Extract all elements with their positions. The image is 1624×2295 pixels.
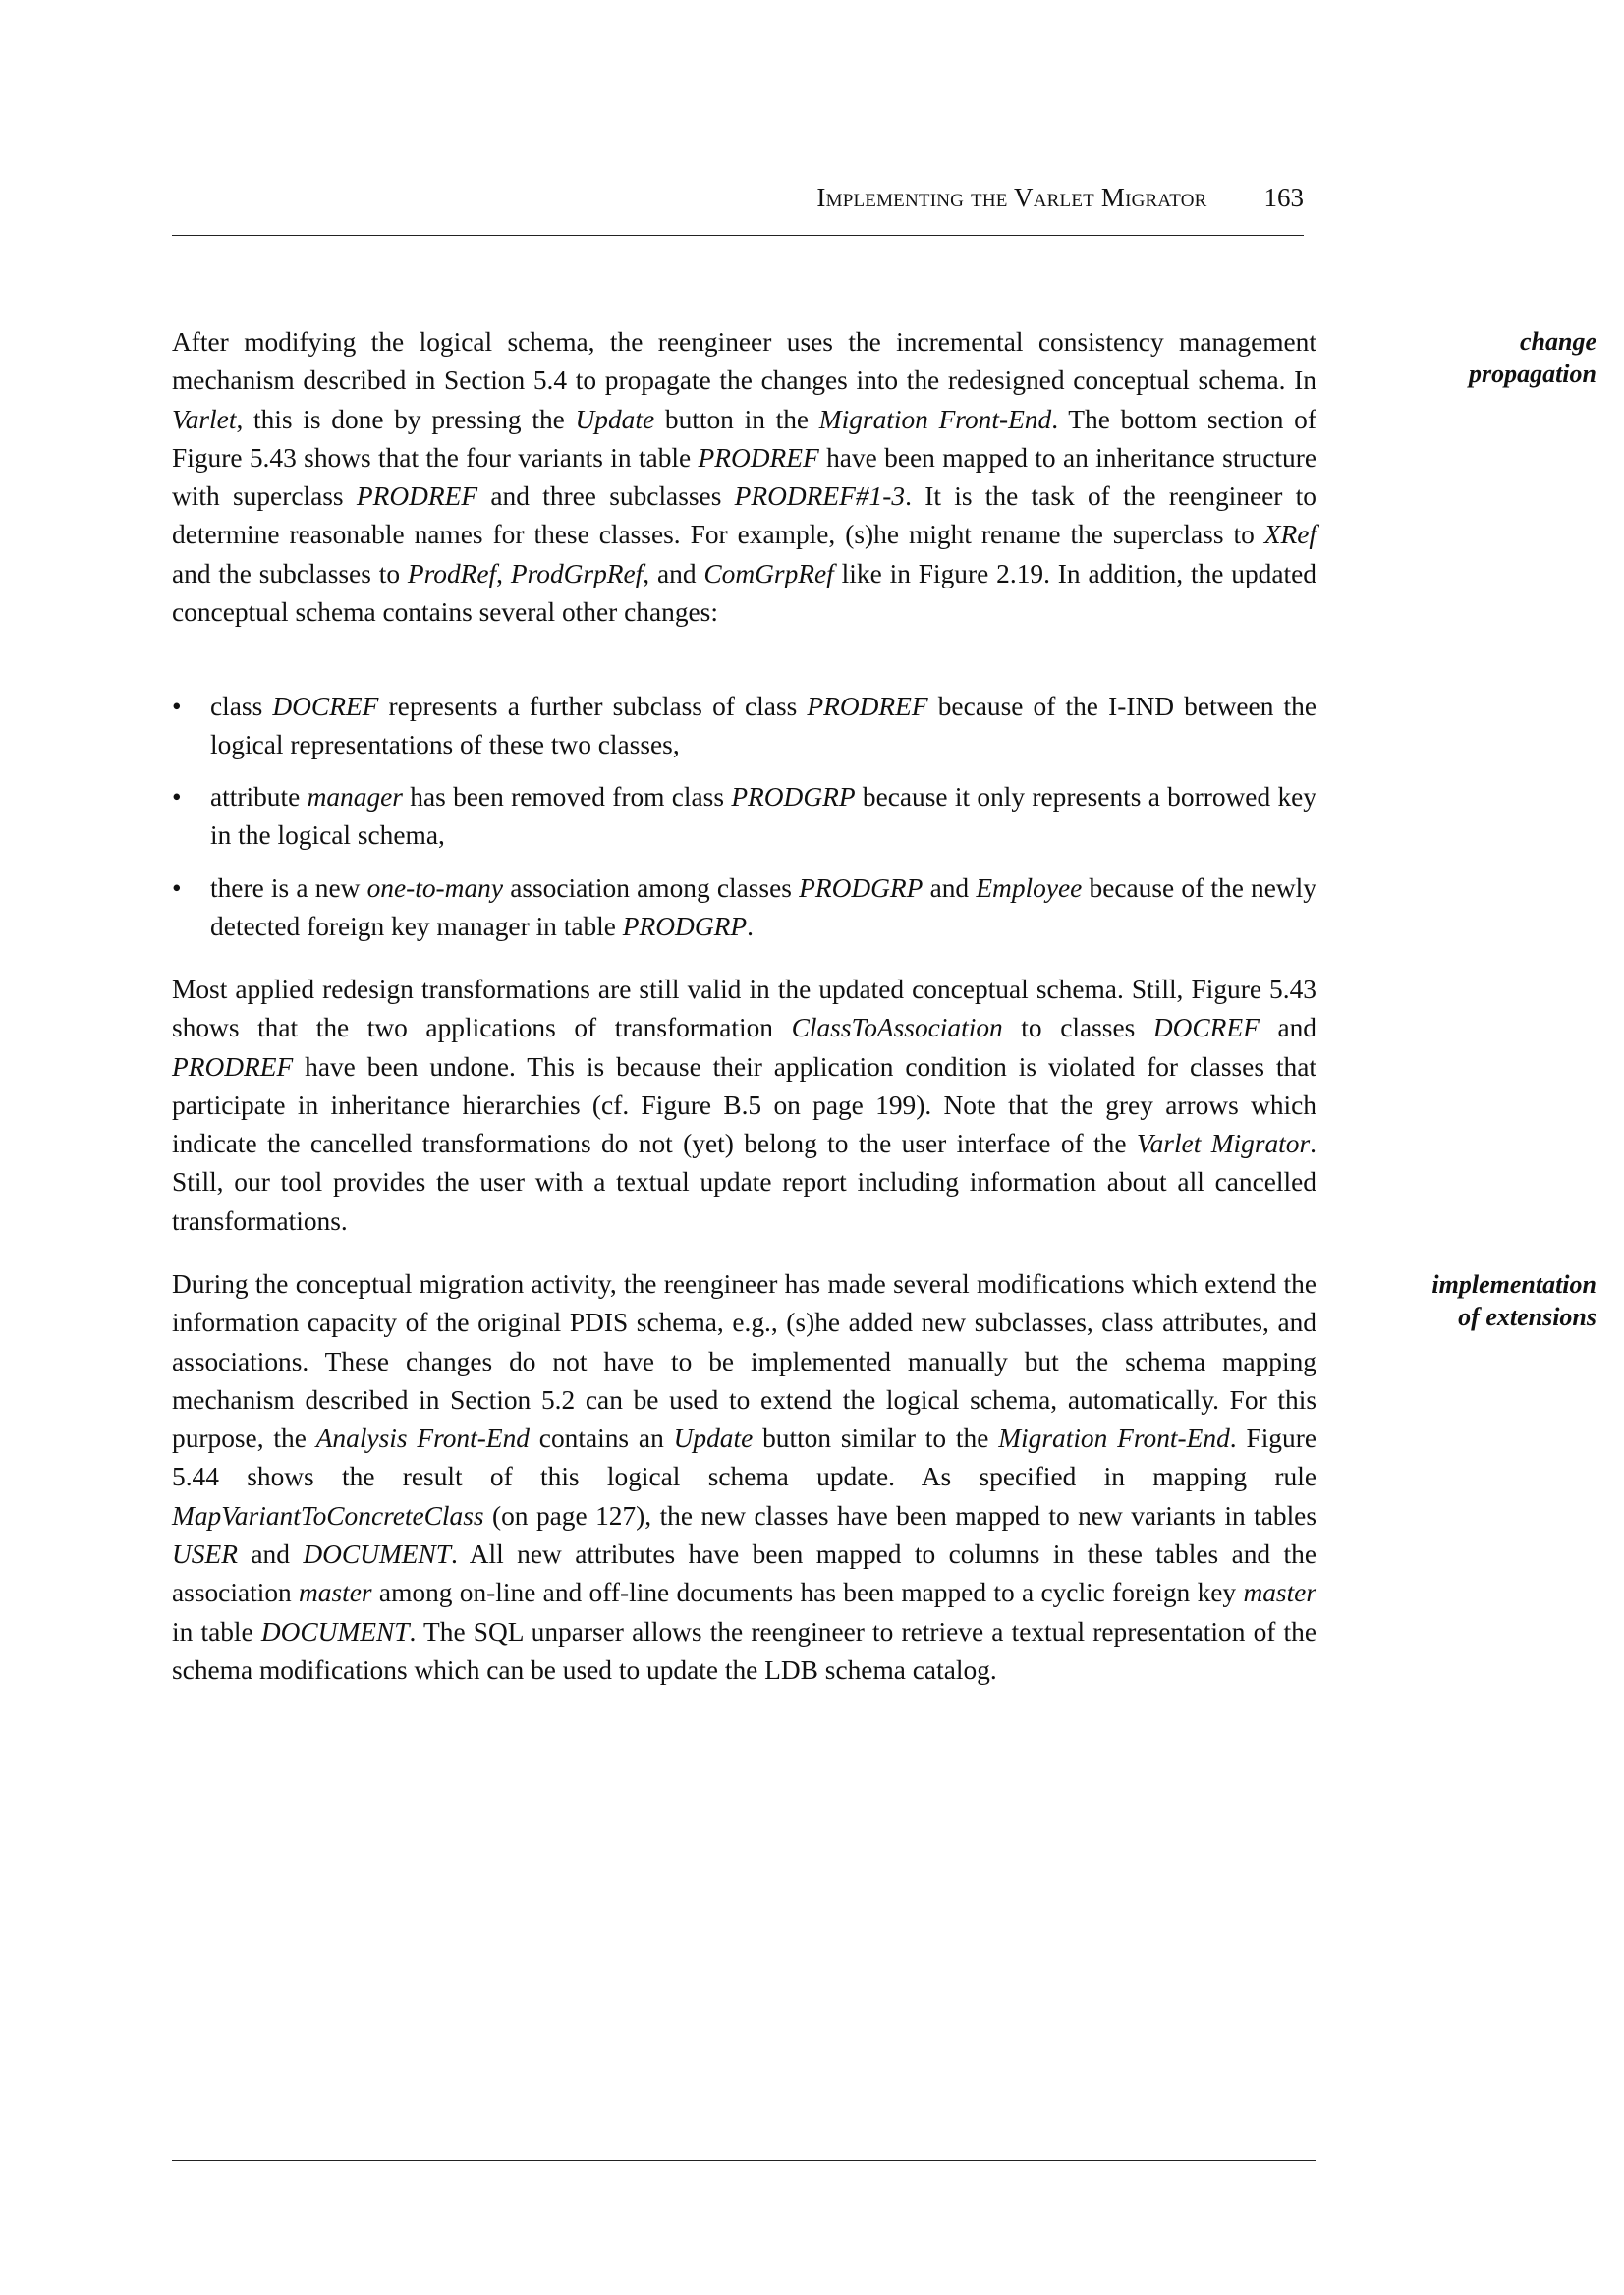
- emphasized-term: DOCREF: [1152, 1013, 1260, 1043]
- emphasized-term: Update: [575, 404, 655, 434]
- bullet-icon: •: [172, 782, 182, 812]
- text-run: . All new attributes have been mapped to columns in these tables and the association: [172, 1539, 1316, 1608]
- footer-rule: [172, 2160, 1316, 2161]
- emphasized-term: Update: [673, 1424, 754, 1454]
- emphasized-term: PRODGRP: [622, 912, 748, 942]
- paragraph-transformations: [172, 971, 1316, 1241]
- page-number: 163: [1263, 183, 1304, 212]
- text-run: . Figure 5.44 shows the result of this logical schema update. As specified in mapping rule: [172, 1424, 1316, 1492]
- text-run: because it only represents a borrowed key in the logical schema,: [210, 782, 1316, 851]
- margin-note-line: propagation: [1468, 360, 1596, 388]
- margin-note-implementation-of-extensions: [1341, 1268, 1596, 1333]
- margin-note-line: of extensions: [1458, 1303, 1596, 1331]
- text-run: represents a further subclass of class: [378, 692, 808, 721]
- emphasized-term: master: [299, 1578, 372, 1608]
- paragraph-change-propagation: [172, 323, 1316, 632]
- running-header-title: Implementing the Varlet Migrator: [816, 183, 1207, 212]
- emphasized-term: manager: [307, 782, 403, 812]
- emphasized-term: Varlet: [172, 404, 237, 434]
- text-run: because of the newly detected foreign key manager in table: [210, 873, 1316, 942]
- text-run: and: [237, 1539, 304, 1570]
- text-run: and: [923, 873, 977, 903]
- text-run: .: [747, 912, 754, 942]
- text-run: . The SQL unparser allows the reengineer to retrieve a textual representation of the schema modifications which can be used to update the LDB schema catalog.: [172, 1616, 1316, 1685]
- text-run: class: [210, 692, 273, 721]
- text-run: (on page 127), the new classes have been mapped to new variants in tables: [483, 1500, 1316, 1531]
- text-run: association among classes: [503, 873, 800, 903]
- paragraph-implementation-of-extensions: [172, 1265, 1316, 1690]
- emphasized-term: ClassToAssociation: [791, 1013, 1003, 1043]
- text-run: like in Figure 2.19. In addition, the updated conceptual schema contains several other changes:: [172, 558, 1316, 628]
- text-run: because of the I-IND between the logical representations of these two classes,: [210, 692, 1316, 760]
- text-run: button similar to the: [753, 1424, 999, 1454]
- emphasized-term: DOCUMENT: [260, 1616, 410, 1647]
- text-run: and three subclasses: [477, 481, 735, 512]
- text-run: among on-line and off-line documents has been mapped to a cyclic foreign key: [371, 1578, 1244, 1608]
- text-run: attribute: [210, 782, 308, 812]
- running-header: [172, 183, 1304, 213]
- emphasized-term: DOCREF: [272, 692, 379, 721]
- emphasized-term: USER: [172, 1539, 238, 1570]
- text-run: During the conceptual migration activity, the reengineer has made several modifications which extend the information capacity of the original PDIS schema, e.g., (s)he added new subclasses, class attributes, and associations. These changes do not have to be implemented manually but the schema mapping mechanism described in Section 5.2 can be used to extend the logical schema, automatically. For this purpose, the: [172, 1269, 1316, 1454]
- text-run: and the subclasses to: [172, 558, 408, 588]
- emphasized-term: PRODGRP: [731, 782, 856, 812]
- bullet-text: [210, 778, 1316, 856]
- margin-note-line: change: [1520, 327, 1596, 356]
- bullet-item: [172, 688, 1316, 765]
- emphasized-term: XRef: [1263, 520, 1316, 550]
- text-run: have been undone. This is because their application condition is violated for classes that participate in inheritance hierarchies (cf. Figure B.5 on page 199). Note that the grey arrows which indicate the cancelled transformations do not (yet) belong to the user interface of the: [172, 1051, 1316, 1159]
- text-run: , and: [643, 558, 704, 588]
- bullet-text: [210, 869, 1316, 947]
- emphasized-term: MapVariantToConcreteClass: [172, 1500, 484, 1531]
- emphasized-term: PRODREF: [807, 692, 928, 721]
- emphasized-term: Varlet Migrator: [1136, 1129, 1311, 1159]
- text-run: contains an: [529, 1424, 674, 1454]
- emphasized-term: Employee: [976, 873, 1083, 903]
- emphasized-term: one-to-many: [366, 873, 504, 903]
- emphasized-term: ComGrpRef: [703, 558, 834, 588]
- bullet-item: [172, 778, 1316, 856]
- bullet-icon: •: [172, 692, 182, 721]
- text-run: , this is done by pressing the: [236, 404, 576, 434]
- text-run: to classes: [1002, 1013, 1153, 1043]
- emphasized-term: DOCUMENT: [303, 1539, 451, 1570]
- text-run: have been mapped to an inheritance structure with superclass: [172, 442, 1316, 512]
- text-run: button in the: [654, 404, 819, 434]
- text-run: . Still, our tool provides the user with a textual update report including information about all cancelled transformations.: [172, 1129, 1316, 1236]
- margin-note-change-propagation: [1341, 325, 1596, 390]
- emphasized-term: master: [1243, 1578, 1316, 1608]
- bullet-icon: •: [172, 873, 182, 903]
- emphasized-term: ProdGrpRef: [510, 558, 644, 588]
- text-run: . It is the task of the reengineer to determine reasonable names for these classes. For example, (s)he might rename the superclass to: [172, 481, 1316, 550]
- margin-note-line: implementation: [1431, 1270, 1596, 1299]
- text-run: and: [1259, 1013, 1317, 1043]
- emphasized-term: ProdRef: [407, 558, 497, 588]
- text-run: there is a new: [210, 873, 367, 903]
- text-run: . The bottom section of Figure 5.43 shows that the four variants in table: [172, 404, 1316, 473]
- emphasized-term: PRODREF: [172, 1051, 294, 1082]
- bullet-text: [210, 688, 1316, 765]
- emphasized-term: Migration Front-End: [818, 404, 1052, 434]
- emphasized-term: PRODREF: [356, 481, 478, 512]
- text-run: ,: [496, 558, 511, 588]
- header-rule: [172, 235, 1304, 236]
- text-run: After modifying the logical schema, the reengineer uses the incremental consistency management mechanism described in Section 5.4 to propagate the changes into the redesigned conceptual schema. In: [172, 327, 1316, 396]
- emphasized-term: Migration Front-End: [998, 1424, 1230, 1454]
- emphasized-term: PRODREF: [698, 442, 819, 473]
- emphasized-term: PRODREF#1-3: [734, 481, 906, 512]
- emphasized-term: Analysis Front-End: [315, 1424, 530, 1454]
- text-run: has been removed from class: [402, 782, 732, 812]
- text-run: Most applied redesign transformations are still valid in the updated conceptual schema. Still, Figure 5.43 shows that the two applications of transformation: [172, 975, 1316, 1043]
- emphasized-term: PRODGRP: [799, 873, 924, 903]
- text-run: in table: [172, 1616, 261, 1647]
- bullet-item: [172, 869, 1316, 947]
